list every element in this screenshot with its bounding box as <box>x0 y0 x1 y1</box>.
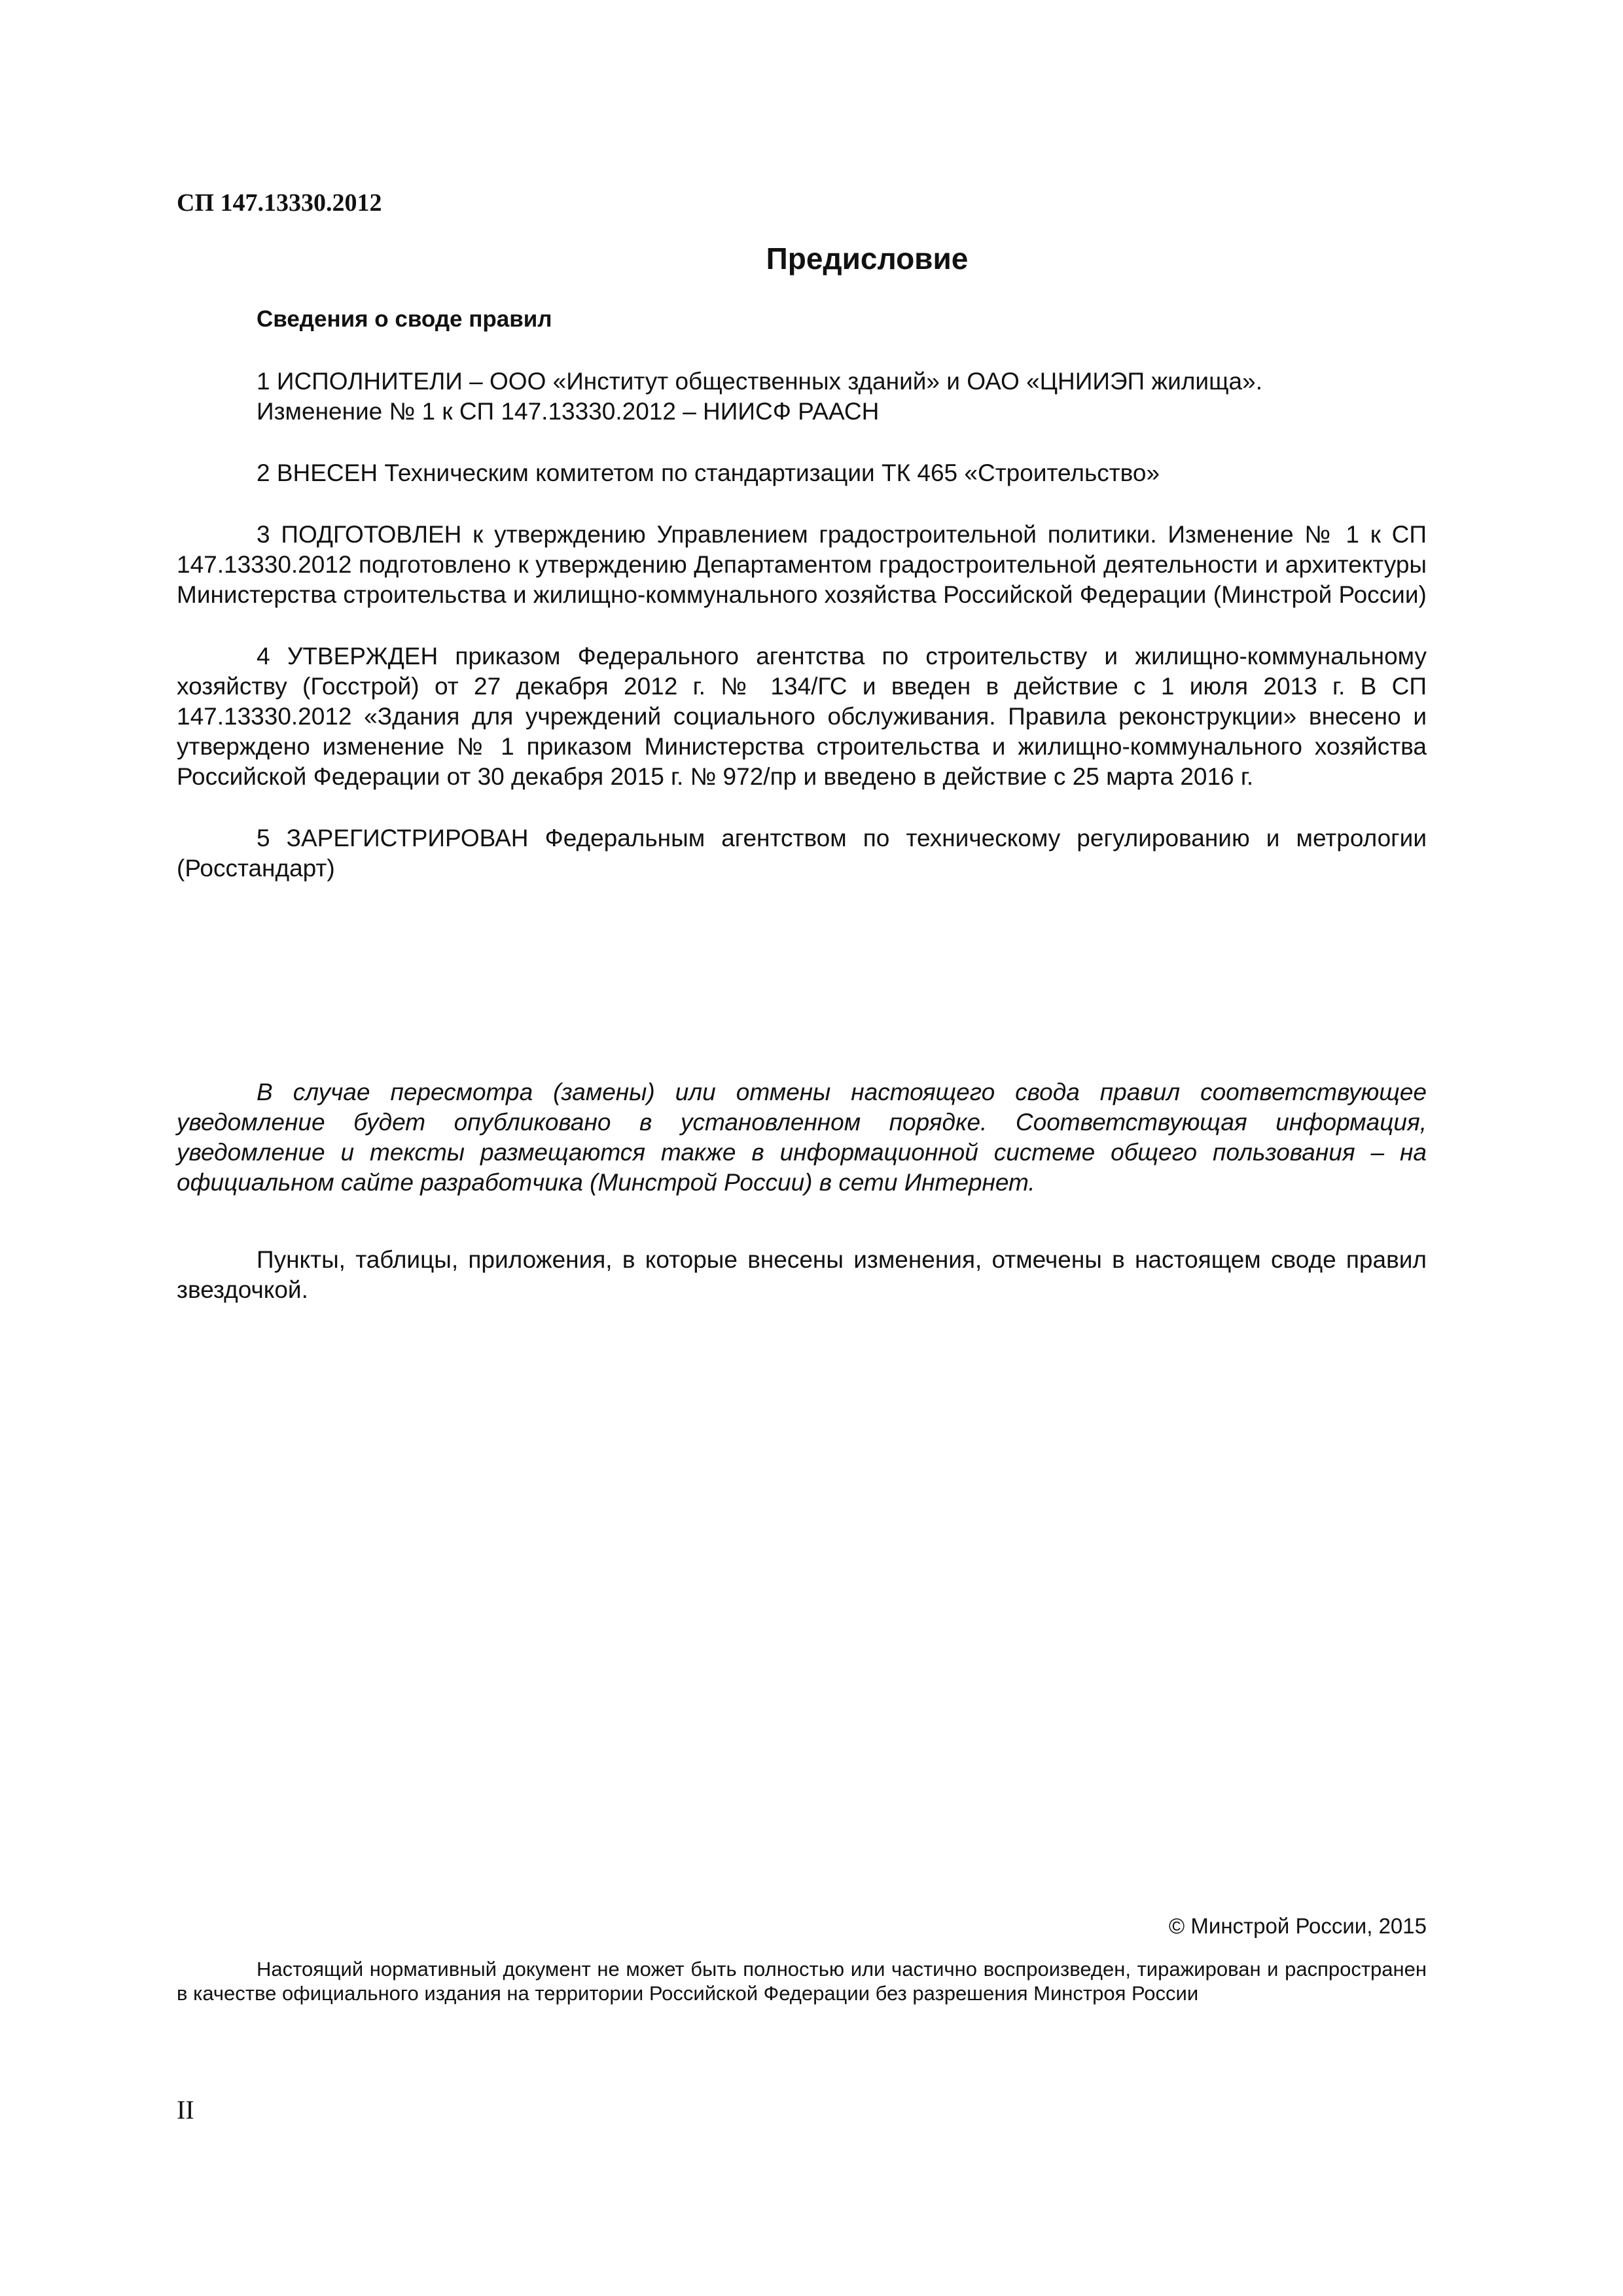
paragraph-prepared: 3 ПОДГОТОВЛЕН к утверждению Управлением градостроительной политики. Изменение № 1 к СП 147.13330.2012 подготовлено к утверждению Департаментом градостроительной деятельности и архитектуры Министерства строительства и жилищно-коммунального хозяйства Российской Федерации (Минстрой России) <box>177 521 1427 608</box>
paragraph-executors-line1: 1 ИСПОЛНИТЕЛИ – ООО «Институт общественных зданий» и ОАО «ЦНИИЭП жилища». <box>257 368 1262 395</box>
revision-notice: В случае пересмотра (замены) или отмены настоящего свода правил соответствующее уведомление будет опубликовано в установленном порядке. Соответствующая информация, уведомление и тексты размещаются также в информационной системе общего пользования – на официальном сайте разработчика (Минстрой России) в сети Интернет. <box>177 1079 1427 1196</box>
paragraph-approved: 4 УТВЕРЖДЕН приказом Федерального агентства по строительству и жилищно-коммунальному хозяйству (Госстрой) от 27 декабря 2012 г. № 134/ГС и введен в действие с 1 июля 2013 г. В СП 147.13330.2012 «Здания для учреждений социального обслуживания. Правила реконструкции» внесено и утверждено изменение № 1 приказом Министерства строительства и жилищно-коммунального хозяйства Российской Федерации от 30 декабря 2015 г. № 972/пр и введено в действие с 25 марта 2016 г. <box>177 643 1427 790</box>
preface-body <box>177 367 1427 915</box>
page-title: Предисловие <box>766 242 969 276</box>
document-code: СП 147.13330.2012 <box>177 189 382 217</box>
paragraph-executors <box>177 367 1427 427</box>
copyright: © Минстрой России, 2015 <box>1168 1914 1427 1938</box>
legal-notice: Настоящий нормативный документ не может быть полностью или частично воспроизведен, тиражирован и распространен в качестве официального издания на территории Российской Федерации без разрешения Минстроя России <box>177 1958 1427 2005</box>
paragraph-registered: 5 ЗАРЕГИСТРИРОВАН Федеральным агентством по техническому регулированию и метрологии (Росстандарт) <box>177 825 1427 882</box>
paragraph-executors-line2: Изменение № 1 к СП 147.13330.2012 – НИИСФ РААСН <box>257 398 880 425</box>
paragraph-introduced: 2 ВНЕСЕН Техническим комитетом по стандартизации ТК 465 «Строительство» <box>257 459 1160 486</box>
section-heading: Сведения о своде правил <box>257 306 552 332</box>
page-number: II <box>177 2095 194 2125</box>
amendment-note: Пункты, таблицы, приложения, в которые внесены изменения, отмечены в настоящем своде правил звездочкой. <box>177 1246 1427 1303</box>
